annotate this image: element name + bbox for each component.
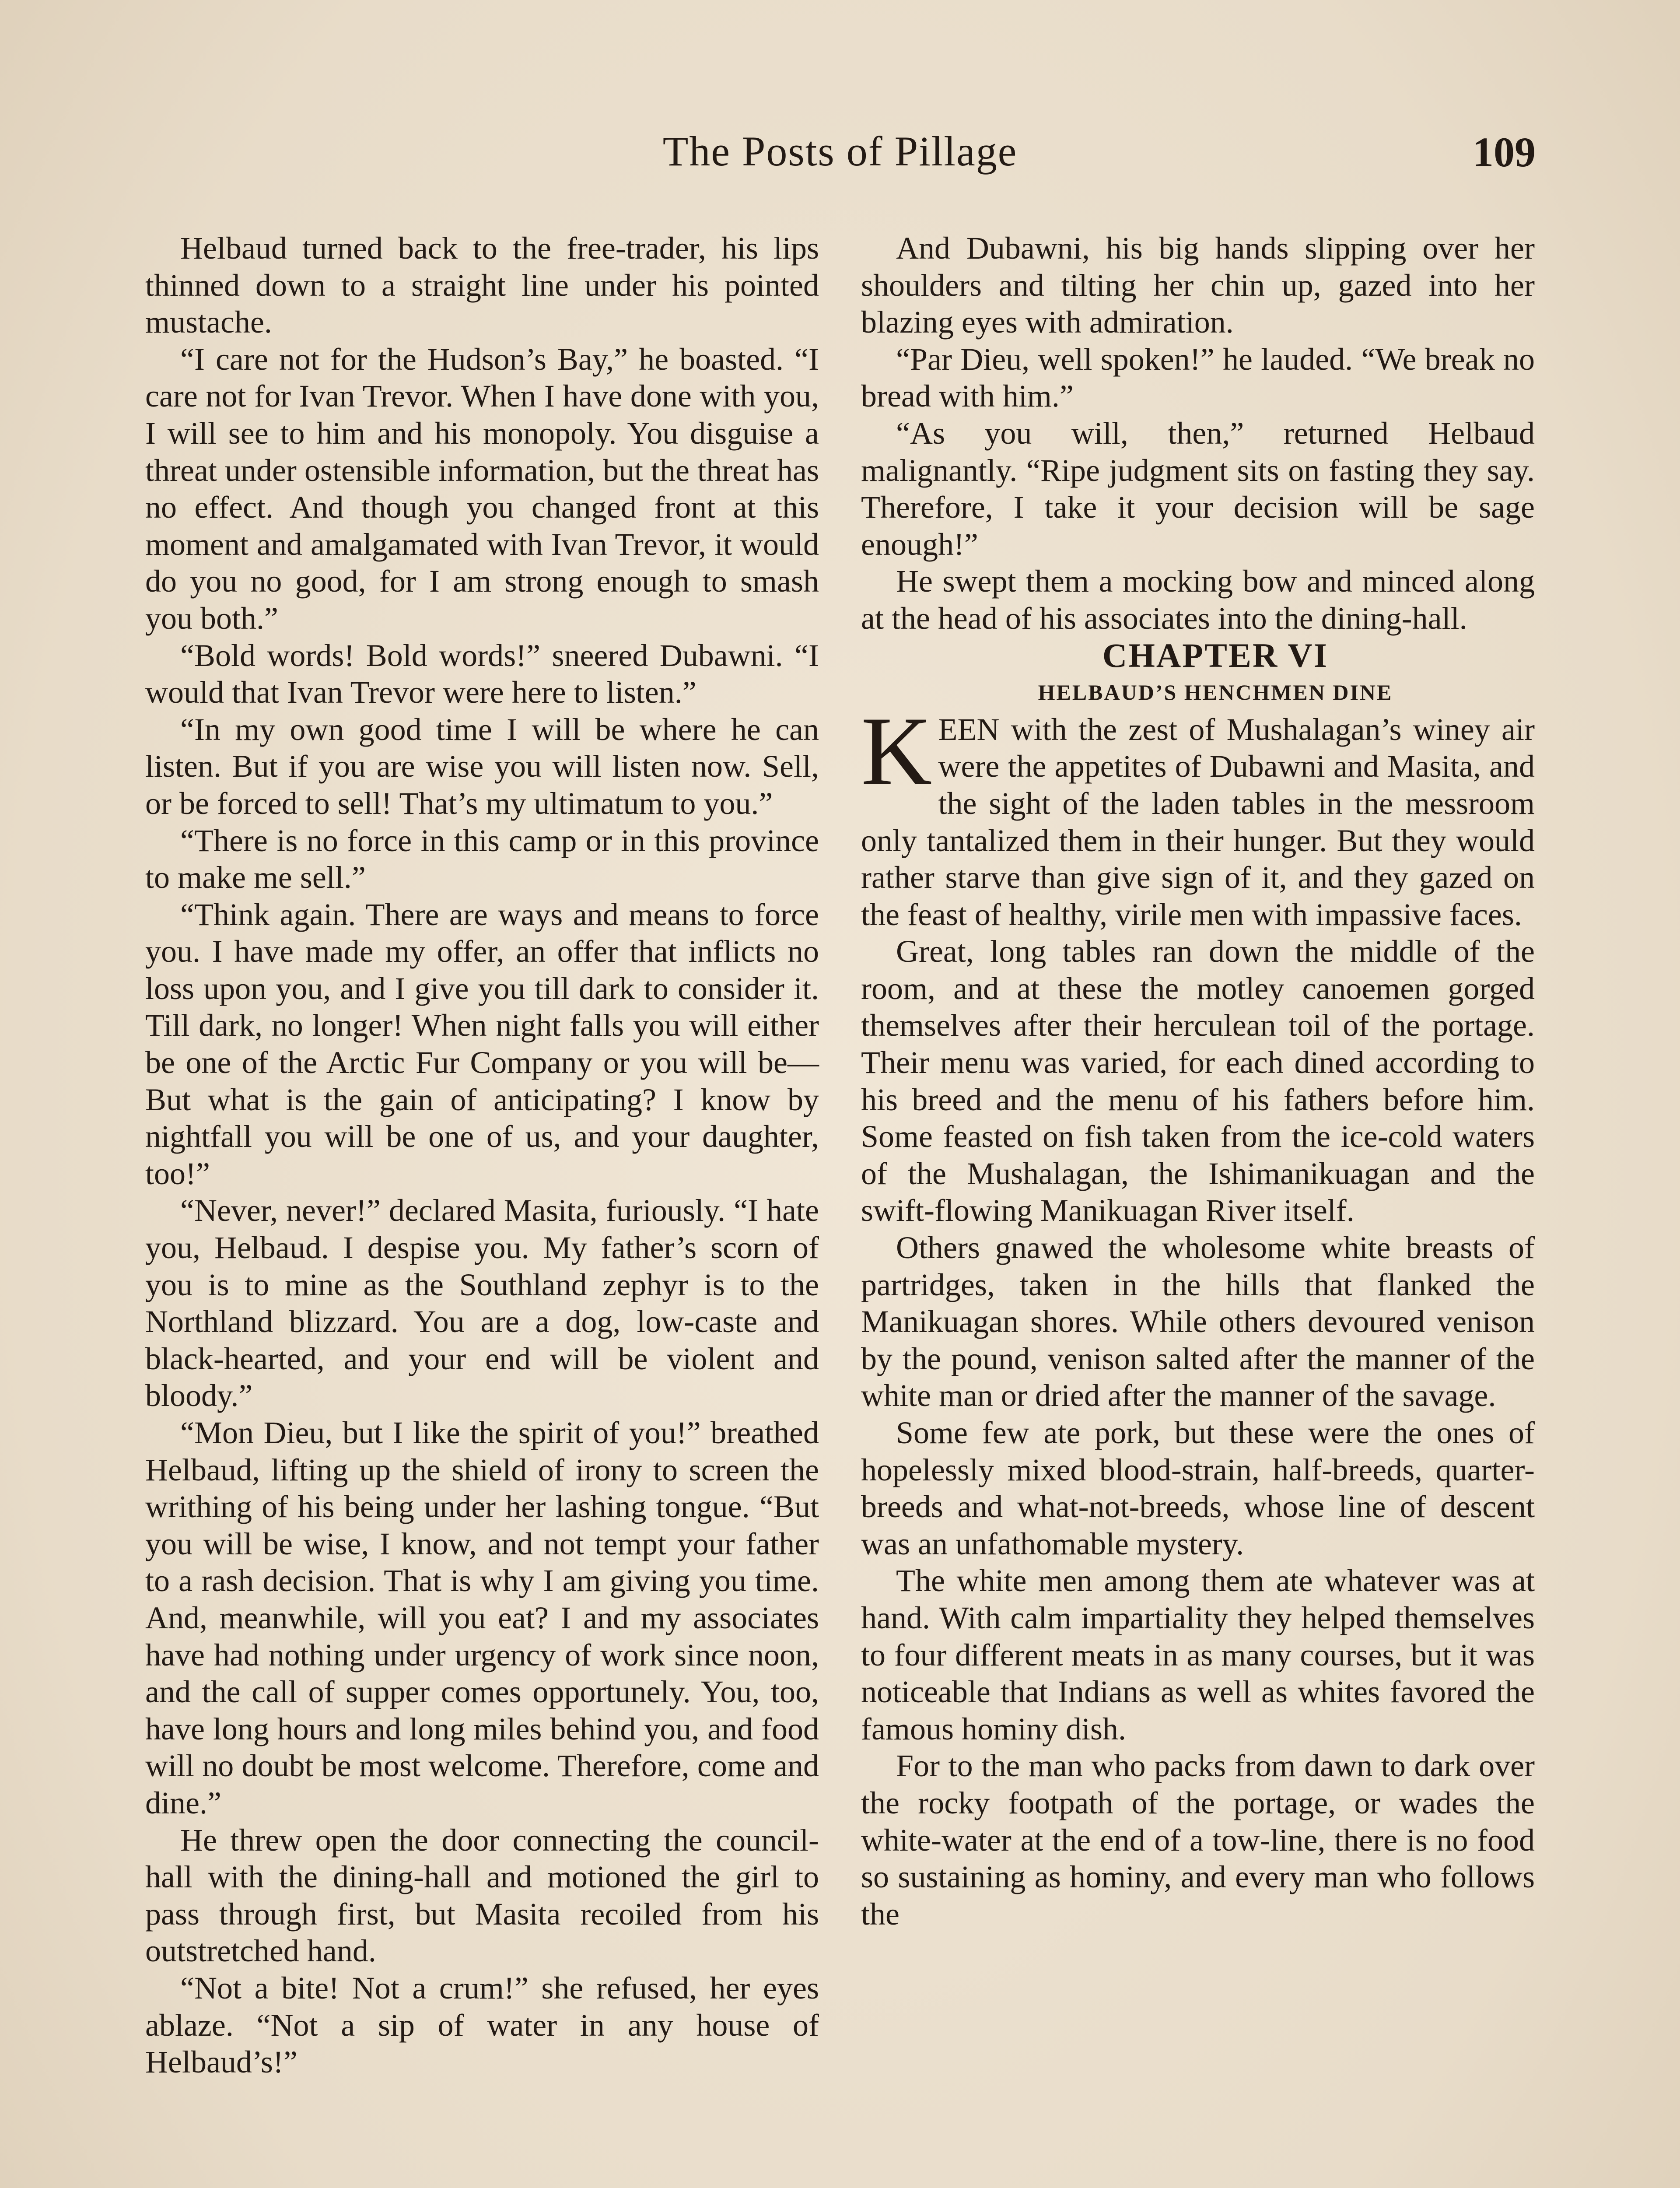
running-header-title: The Posts of Pillage <box>662 128 1018 175</box>
chapter-subtitle: HELBAUD’S HENCHMEN DINE <box>1038 680 1393 705</box>
paragraph: For to the man who packs from dawn to dark over the rocky footpath of the portage, or wades the white-water at the end of a tow-line, there is no food so sustaining as hominy, and every man who follows the <box>861 1748 1535 1932</box>
paragraph: Some few ate pork, but these were the ones of hopelessly mixed blood-strain, half-breeds, quarter-breeds and what-not-breeds, whose line of descent was an unfathomable mystery. <box>861 1415 1535 1561</box>
paragraph: “Mon Dieu, but I like the spirit of you!” breathed Helbaud, lifting up the shield of irony to screen the writhing of his being under her lashing tongue. “But you will be wise, I know, and not tempt your father to a rash decision. That is why I am giving you time. And, meanwhile, will you eat? I and my associates have had nothing under urgency of work since noon, and the call of supper comes opportunely. You, too, have long hours and long miles behind you, and food will no doubt be most welcome. Therefore, come and dine.” <box>145 1415 819 1820</box>
opening-text: EEN with the zest of Mushalagan’s winey air were the appetites of Dubawni and Masita, and the sight of the laden tables in the messroom only tantalized them in their hunger. But they would rather starve than give sign of it, and they gazed on the feast of healthy, virile men with impassive faces. <box>861 712 1535 932</box>
page-number: 109 <box>1473 129 1536 175</box>
paragraph: Helbaud turned back to the free-trader, his lips thinned down to a straight line under his pointed mustache. <box>145 231 819 340</box>
paragraph: He swept them a mocking bow and minced along at the head of his associates into the dining-hall. <box>861 564 1535 636</box>
paragraph: Others gnawed the wholesome white breasts of partridges, taken in the hills that flanked the Manikuagan shores. While others devoured venison by the pound, venison salted after the manner of the white man or dried after the manner of the savage. <box>861 1230 1535 1413</box>
paragraph: “I care not for the Hudson’s Bay,” he boasted. “I care not for Ivan Trevor. When I have done with you, I will see to him and his monopoly. You disguise a threat under ostensible information, but the threat has no effect. And though you changed front at this moment and amalgamated with Ivan Trevor, it would do you no good, for I am strong enough to smash you both.” <box>145 341 819 636</box>
drop-cap: K <box>861 696 932 806</box>
paragraph: “Never, never!” declared Masita, furiously. “I hate you, Helbaud. I despise you. My father’s scorn of you is to mine as the Southland zephyr is to the Northland blizzard. You are a dog, low-caste and black-hearted, and your end will be violent and bloody.” <box>145 1193 819 1413</box>
right-column <box>861 230 1535 1932</box>
paragraph: “As you will, then,” returned Helbaud malignantly. “Ripe judgment sits on fasting they say. Therefore, I take it your decision will be sage enough!” <box>861 415 1535 562</box>
chapter-opening-paragraph <box>861 696 1535 933</box>
paragraph: “Par Dieu, well spoken!” he lauded. “We break no bread with him.” <box>861 341 1535 414</box>
paragraph: And Dubawni, his big hands slipping over her shoulders and tilting her chin up, gazed into her blazing eyes with admiration. <box>861 231 1535 340</box>
paragraph: “Not a bite! Not a crum!” she refused, her eyes ablaze. “Not a sip of water in any house of Helbaud’s!” <box>145 1970 819 2080</box>
paragraph: “Bold words! Bold words!” sneered Dubawni. “I would that Ivan Trevor were here to listen.” <box>145 638 819 710</box>
left-column <box>145 230 819 2081</box>
paragraph: “There is no force in this camp or in this province to make me sell.” <box>145 823 819 895</box>
paragraph: “Think again. There are ways and means to force you. I have made my offer, an offer that inflicts no loss upon you, and I give you till dark to consider it. Till dark, no longer! When night falls you will either be one of the Arctic Fur Company or you will be— But what is the gain of anticipating? I know by nightfall you will be one of us, and your daughter, too!” <box>145 897 819 1191</box>
chapter-title: CHAPTER VI <box>1102 636 1329 674</box>
paragraph: He threw open the door connecting the council-hall with the dining-hall and motioned the girl to pass through first, but Masita recoiled from his outstretched hand. <box>145 1822 819 1969</box>
paragraph: The white men among them ate whatever was at hand. With calm impartiality they helped themselves to four different meats in as many courses, but it was noticeable that Indians as well as whites favored the famous hominy dish. <box>861 1563 1535 1746</box>
paragraph: “In my own good time I will be where he can listen. But if you are wise you will listen now. Sell, or be forced to sell! That’s my ultimatum to you.” <box>145 712 819 821</box>
paragraph: Great, long tables ran down the middle of the room, and at these the motley canoemen gorged themselves after their herculean toil of the portage. Their menu was varied, for each dined according to his breed and the menu of his fathers before him. Some feasted on fish taken from the ice-cold waters of the Mushalagan, the Ishimanikuagan and the swift-flowing Manikuagan River itself. <box>861 934 1535 1228</box>
